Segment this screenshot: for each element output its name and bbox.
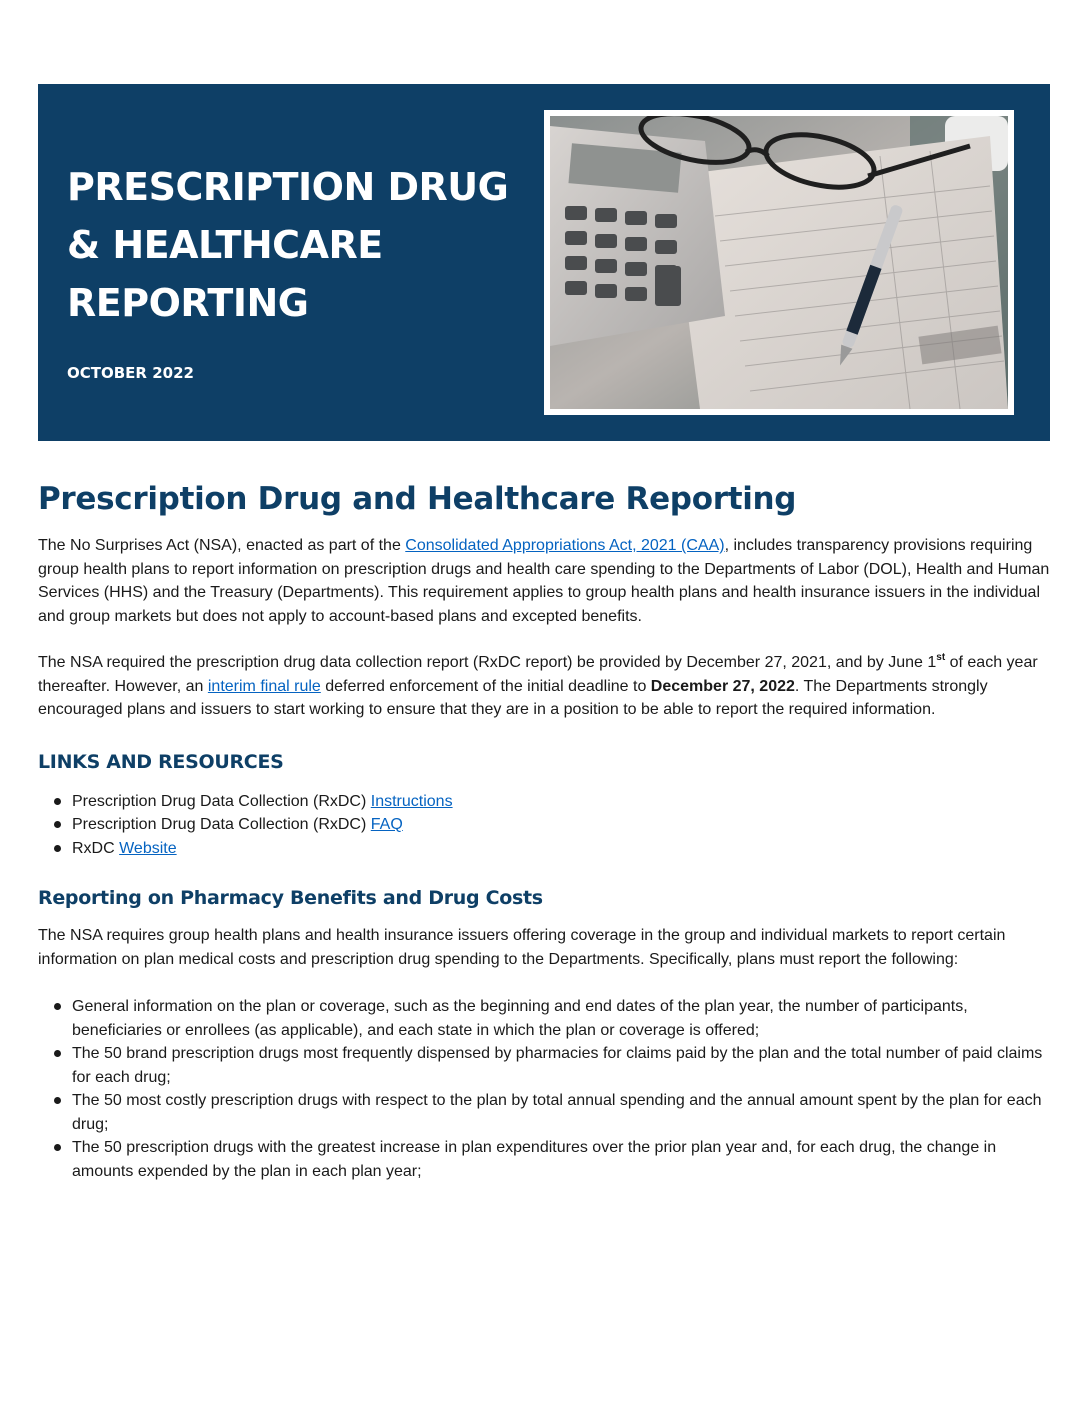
banner-title-line-2: & HEALTHCARE bbox=[67, 223, 383, 267]
list-item: The 50 most costly prescription drugs with respect to the plan by total annual spending and the annual amount spent by the plan for each drug; bbox=[38, 1089, 1052, 1136]
caa-link[interactable]: Consolidated Appropriations Act, 2021 (CAA) bbox=[405, 537, 725, 554]
pharmacy-intro-paragraph: The NSA requires group health plans and health insurance issuers offering coverage in the group and individual markets to report certain information on plan medical costs and prescription drug spending to the Departments. Specifically, plans must report the following: bbox=[38, 927, 1006, 968]
interim-final-rule-link[interactable]: interim final rule bbox=[207, 677, 321, 695]
bullet-icon bbox=[54, 1003, 61, 1010]
list-item: Prescription Drug Data Collection (RxDC) FAQ bbox=[38, 813, 1052, 837]
page-title: Prescription Drug and Healthcare Reporting bbox=[38, 481, 797, 517]
bullet-icon bbox=[54, 1097, 61, 1104]
banner-title-line-3: REPORTING bbox=[67, 281, 309, 325]
banner-title bbox=[67, 158, 537, 332]
list-item: The 50 brand prescription drugs most frequently dispensed by pharmacies for claims paid by the plan and the total number of paid claims for each drug; bbox=[38, 1042, 1052, 1089]
pharmacy-benefits-heading: Reporting on Pharmacy Benefits and Drug Costs bbox=[38, 887, 543, 909]
main-content bbox=[38, 476, 1052, 1183]
deadline-paragraph: The NSA required the prescription drug data collection report (RxDC report) be provided by December 27, 2021, and by June 1st of each year thereafter. However, an interim final rule deferred enforcement of the initial deadline to December 27, 2022. The Departments strongly encouraged plans and issuers to start working to ensure that they are in a position to be able to report the required information. bbox=[38, 652, 1038, 718]
list-item: RxDC Website bbox=[38, 837, 1052, 861]
banner-date: OCTOBER 2022 bbox=[67, 364, 194, 382]
report-requirements-list bbox=[38, 995, 1052, 1183]
links-resources-heading: LINKS AND RESOURCES bbox=[38, 750, 284, 773]
list-item: The 50 prescription drugs with the greatest increase in plan expenditures over the prior plan year and, for each drug, the change in amounts expended by the plan in each plan year; bbox=[38, 1136, 1052, 1183]
links-list bbox=[38, 790, 1052, 861]
faq-link[interactable]: FAQ bbox=[370, 816, 403, 833]
header-banner bbox=[38, 84, 1050, 441]
intro-paragraph: The No Surprises Act (NSA), enacted as part of the Consolidated Appropriations Act, 2021 (CAA), includes transparency provisions requiring group health plans to report information on prescription drugs and health care spending to the Departments of Labor (DOL), Health and Human Services (HHS) and the Treasury (Departments). This requirement applies to group health plans and health insurance issuers in the individual and group markets but does not apply to account-based plans and excepted benefits. bbox=[38, 537, 1050, 625]
calculator-glasses-pen-photo bbox=[550, 116, 1008, 409]
website-link[interactable]: Website bbox=[119, 839, 177, 857]
list-item: Prescription Drug Data Collection (RxDC) Instructions bbox=[38, 790, 1052, 814]
header-photo-frame bbox=[544, 110, 1014, 415]
list-item: General information on the plan or coverage, such as the beginning and end dates of the plan year, the number of participants, beneficiaries or enrollees (as applicable), and each state in which the plan or coverage is offered; bbox=[38, 995, 1052, 1042]
bullet-icon bbox=[54, 798, 61, 805]
bullet-icon bbox=[54, 845, 61, 852]
bullet-icon bbox=[54, 821, 61, 828]
instructions-link[interactable]: Instructions bbox=[370, 792, 453, 810]
bullet-icon bbox=[54, 1050, 61, 1057]
banner-title-line-1: PRESCRIPTION DRUG bbox=[67, 165, 509, 209]
deadline-date: December 27, 2022 bbox=[650, 677, 795, 695]
bullet-icon bbox=[54, 1144, 61, 1151]
